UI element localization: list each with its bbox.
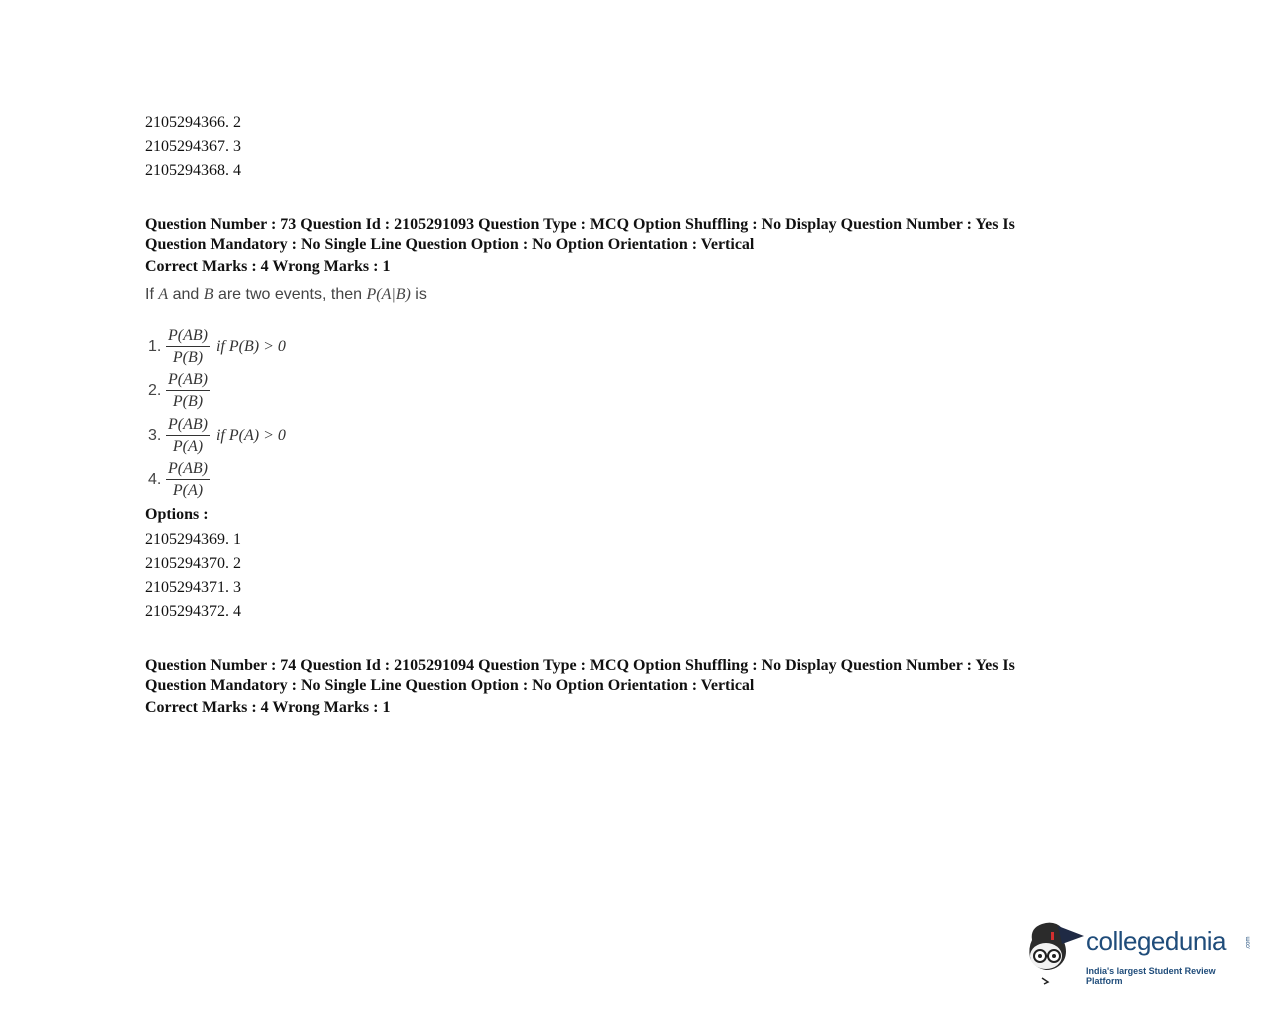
- logo-com: .com: [1245, 936, 1252, 950]
- stem-text: and: [168, 286, 204, 303]
- choice-condition: [216, 338, 286, 356]
- option-id-line: 2105294366. 2: [145, 114, 241, 131]
- choice-number: 2.: [148, 381, 162, 399]
- stem-text: is: [410, 286, 427, 303]
- option-id-line: 2105294372. 4: [145, 603, 241, 620]
- fraction: [166, 369, 210, 412]
- logo-tagline: India's largest Student Review Platform: [1086, 966, 1216, 986]
- mascot-icon: [1024, 918, 1088, 988]
- denominator: P(B): [172, 393, 204, 410]
- logo-brand: collegedunia: [1086, 926, 1227, 956]
- question-header-line: Question Number : 74 Question Id : 2105291094 Question Type : MCQ Option Shuffling : No Display Question Number : Yes Is: [145, 657, 1015, 674]
- condition-if: if: [215, 337, 225, 355]
- stem-var-a: A: [158, 286, 169, 303]
- denominator: P(B): [172, 349, 204, 366]
- answer-choice-2: [148, 369, 216, 412]
- question-header-line: Question Mandatory : No Single Line Question Option : No Option Orientation : Vertical: [145, 236, 755, 253]
- question-header-line: Question Mandatory : No Single Line Question Option : No Option Orientation : Vertical: [145, 677, 755, 694]
- question-74-header: [145, 656, 1155, 696]
- fraction: [166, 325, 210, 368]
- question-73-stem: [145, 286, 427, 304]
- condition-expr: P(B) > 0: [228, 337, 286, 355]
- choice-number: 4.: [148, 470, 162, 488]
- numerator: P(AB): [166, 458, 210, 480]
- stem-text: are two events, then: [213, 286, 367, 303]
- fraction: [166, 414, 210, 457]
- numerator: P(AB): [166, 414, 210, 436]
- question-74-marks: Correct Marks : 4 Wrong Marks : 1: [145, 699, 391, 716]
- denominator: P(A): [172, 482, 204, 499]
- condition-if: if: [215, 426, 225, 444]
- choice-number: 3.: [148, 426, 162, 444]
- stem-expression: P(A|B): [366, 286, 411, 303]
- option-id-line: 2105294371. 3: [145, 579, 241, 596]
- question-73-marks: Correct Marks : 4 Wrong Marks : 1: [145, 258, 391, 275]
- denominator: P(A): [172, 438, 204, 455]
- option-id-line: 2105294369. 1: [145, 531, 241, 548]
- choice-condition: [216, 427, 286, 445]
- answer-choice-3: [148, 414, 286, 457]
- fraction: [166, 458, 210, 501]
- question-header-line: Question Number : 73 Question Id : 2105291093 Question Type : MCQ Option Shuffling : No Display Question Number : Yes Is: [145, 216, 1015, 233]
- stem-text: If: [145, 286, 159, 303]
- option-id-line: 2105294370. 2: [145, 555, 241, 572]
- numerator: P(AB): [166, 325, 210, 347]
- stem-var-b: B: [203, 286, 214, 303]
- numerator: P(AB): [166, 369, 210, 391]
- answer-choice-1: [148, 325, 286, 368]
- answer-choice-4: [148, 458, 216, 501]
- condition-expr: P(A) > 0: [228, 426, 286, 444]
- question-73-header: [145, 215, 1155, 255]
- option-id-line: 2105294368. 4: [145, 162, 241, 179]
- choice-number: 1.: [148, 337, 162, 355]
- options-label: Options :: [145, 506, 209, 523]
- collegedunia-logo: [1024, 918, 1254, 988]
- option-id-line: 2105294367. 3: [145, 138, 241, 155]
